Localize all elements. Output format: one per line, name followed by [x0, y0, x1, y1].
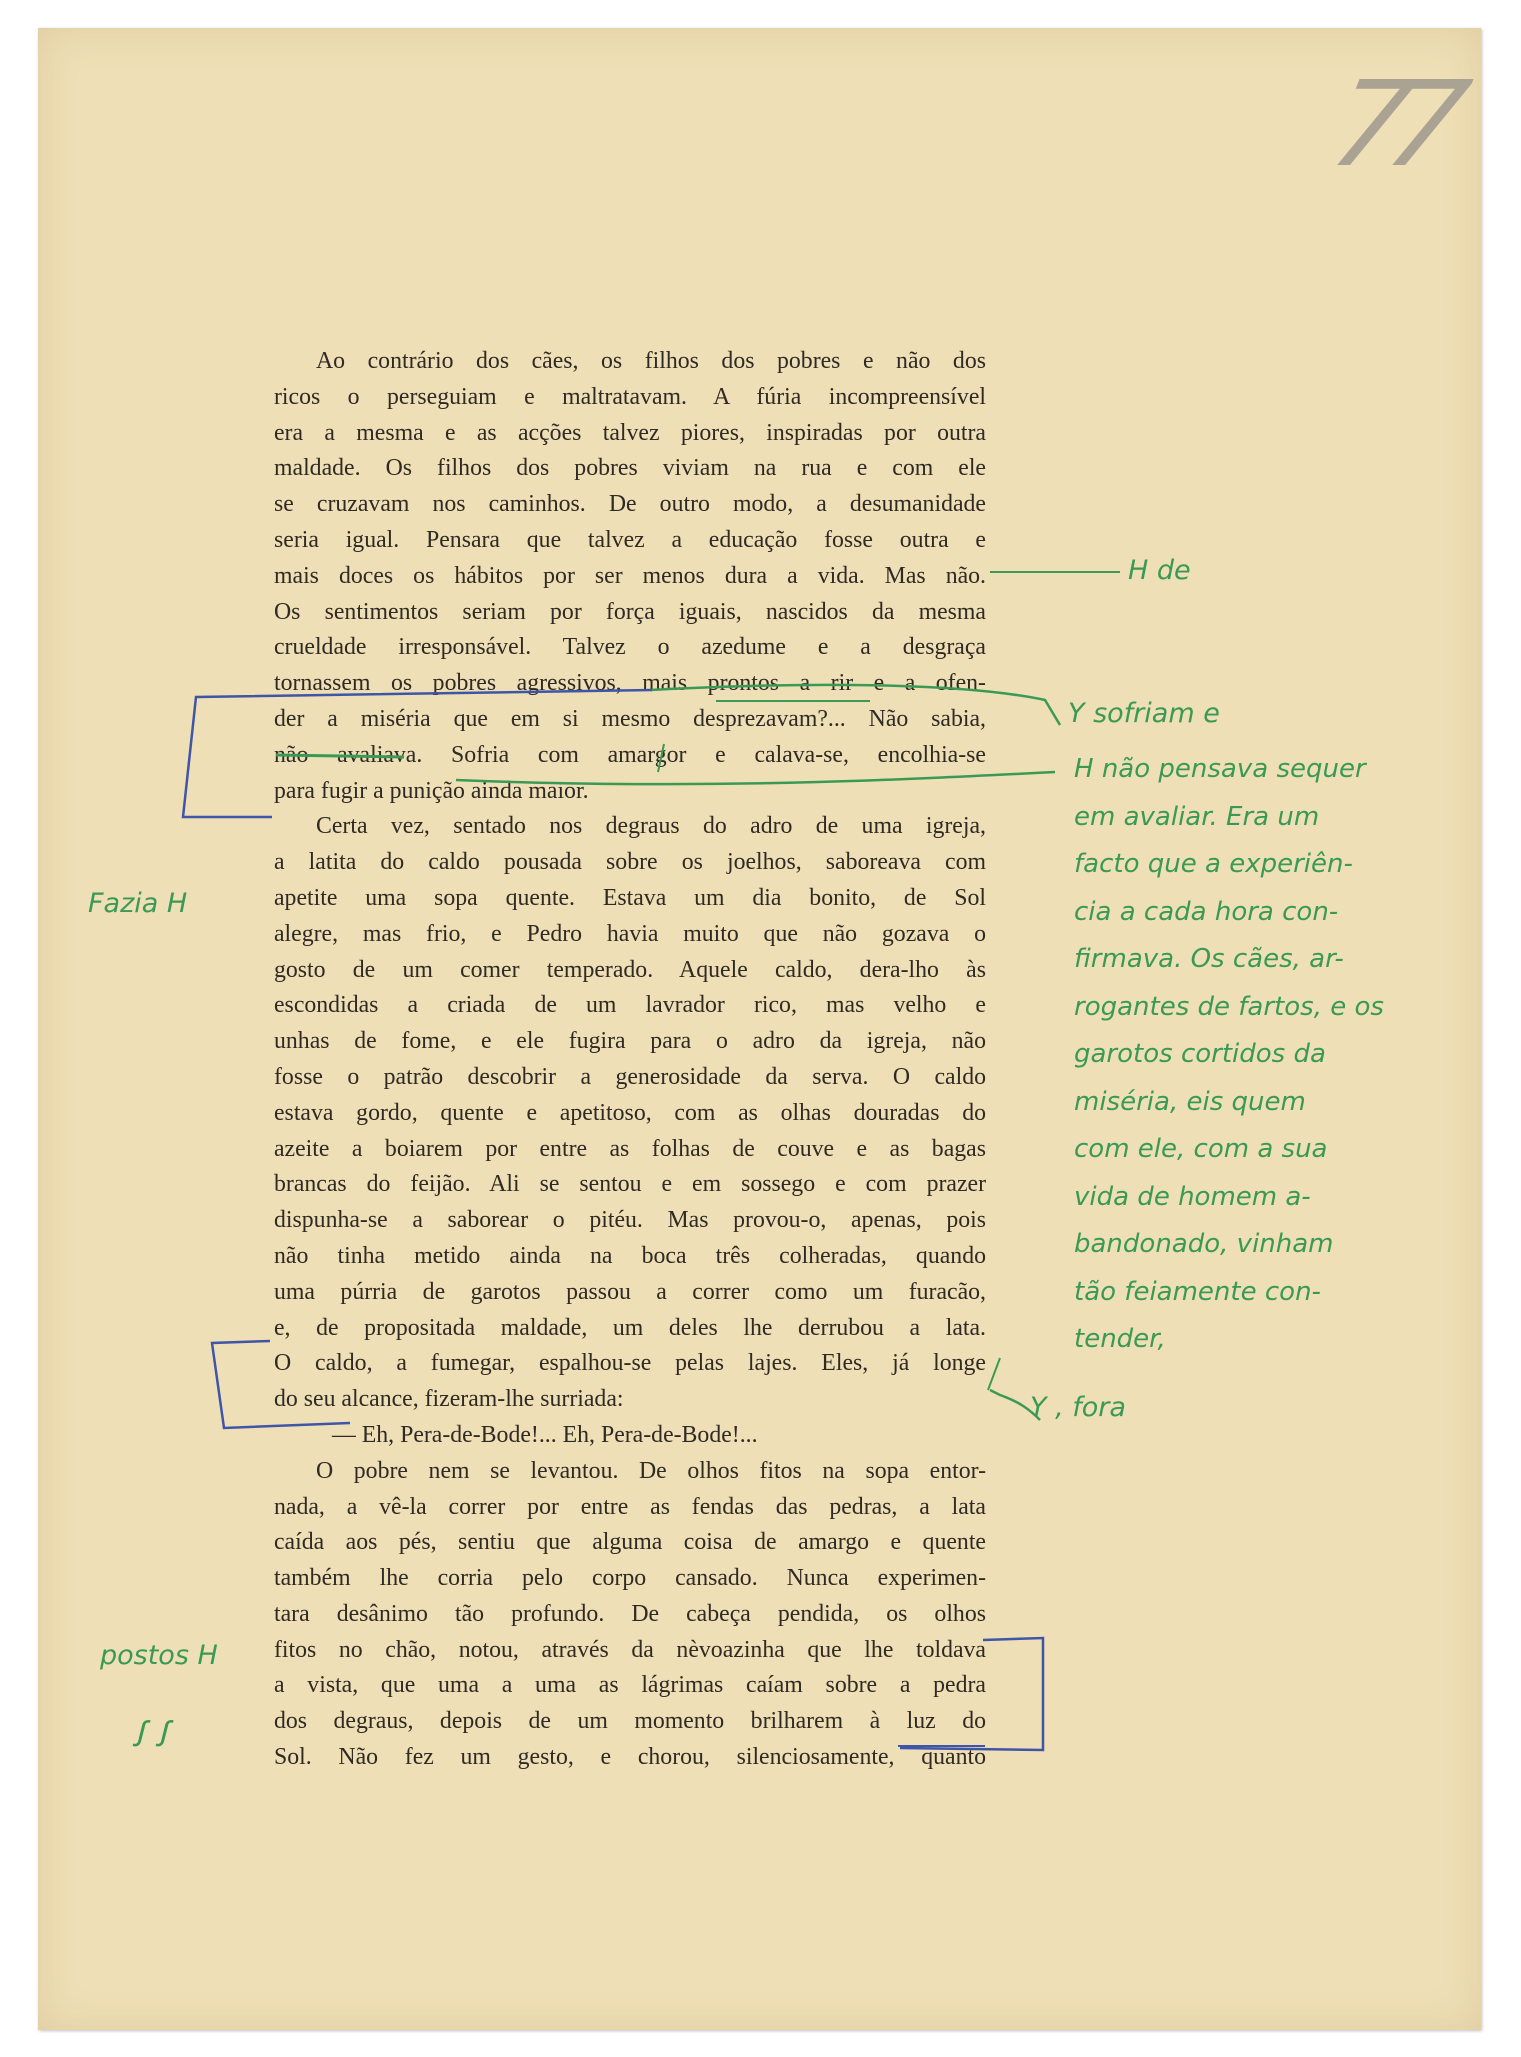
text-line: para fugir a punição ainda maior.: [274, 777, 589, 804]
text-line: alegre, mas frio, e Pedro havia muito que não gozava o: [274, 920, 986, 947]
text-line: e, de propositada maldade, um deles lhe derrubou a lata.: [274, 1314, 986, 1341]
text-line: — Eh, Pera-de-Bode!... Eh, Pera-de-Bode!...: [332, 1421, 758, 1448]
text-line: não avaliava. Sofria com amargor e calava-se, encolhia-se: [274, 741, 986, 768]
text-line: ricos o perseguiam e maltratavam. A fúria incompreensível: [274, 383, 986, 410]
text-line: se cruzavam nos caminhos. De outro modo, a desumanidade: [274, 491, 986, 518]
margin-line: H não pensava sequer: [1074, 754, 1366, 784]
text-line: fosse o patrão descobrir a generosidade da serva. O caldo: [274, 1063, 986, 1090]
margin-line: tão feiamente con-: [1074, 1276, 1321, 1307]
text-line: der a miséria que em si mesmo desprezavam?... Não sabia,: [274, 705, 986, 732]
text-line: escondidas a criada de um lavrador rico, mas velho e: [274, 992, 986, 1019]
text-line: era a mesma e as acções talvez piores, inspiradas por outra: [274, 419, 986, 446]
annotation-fazia: Fazia H: [88, 888, 188, 919]
text-line: mais doces os hábitos por ser menos dura a vida. Mas não.: [274, 562, 986, 589]
slash-mark-longe: [988, 1358, 1000, 1390]
text-line: unhas de fome, e ele fugira para o adro da igreja, não: [274, 1028, 986, 1055]
margin-line: garotos cortidos da: [1074, 1039, 1326, 1069]
margin-line: vida de homem a-: [1074, 1181, 1311, 1212]
guide-line-sofriam: [650, 685, 1060, 725]
text-line: fitos no chão, notou, através da nèvoazinha que lhe toldava: [274, 1636, 986, 1663]
text-line: gosto de um comer temperado. Aquele caldo, dera-lho às: [274, 956, 986, 983]
blue-bracket-right: [900, 1638, 1043, 1750]
text-line: tara desânimo tão profundo. De cabeça pendida, os olhos: [274, 1600, 986, 1627]
text-line: tornassem os pobres agressivos, mais prontos a rir e a ofen-: [274, 670, 986, 697]
blue-bracket-top: [183, 690, 652, 817]
text-line: Os sentimentos seriam por força iguais, nascidos da mesma: [274, 598, 986, 625]
blue-bracket-lower: [212, 1341, 350, 1428]
strike-nao-avaliava: [276, 755, 404, 757]
text-line: Ao contrário dos cães, os filhos dos pobres e não dos: [316, 348, 986, 374]
margin-line: firmava. Os cães, ar-: [1074, 944, 1344, 974]
text-line: azeite a boiarem por entre as folhas de couve e as bagas: [274, 1135, 986, 1162]
text-line: uma púrria de garotos passou a correr como um furacão,: [274, 1278, 986, 1305]
margin-line: em avaliar. Era um: [1074, 801, 1320, 832]
text-line: do seu alcance, fizeram-lhe surriada:: [274, 1386, 624, 1413]
text-line: também lhe corria pelo corpo cansado. Nunca experimen-: [274, 1565, 986, 1592]
margin-line: com ele, com a sua: [1074, 1134, 1328, 1164]
text-line: Sol. Não fez um gesto, e chorou, silenciosamente, quanto: [274, 1744, 986, 1771]
slash-mark: [658, 744, 664, 772]
text-line: dispunha-se a saborear o pitéu. Mas provou-o, apenas, pois: [274, 1207, 986, 1234]
margin-line: bandonado, vinham: [1074, 1229, 1334, 1259]
text-line: seria igual. Pensara que talvez a educação fosse outra e: [274, 526, 986, 553]
margin-line: cia a cada hora con-: [1074, 896, 1339, 927]
guide-line-nao-pensava: [456, 772, 1055, 784]
margin-line: tender,: [1074, 1324, 1166, 1354]
annotation-transpose-marks: ꭍ ꭍ: [132, 1715, 168, 1755]
text-line: a vista, que uma a uma as lágrimas caíam sobre a pedra: [274, 1672, 986, 1699]
annotation-fora: Y , fora: [1030, 1392, 1126, 1423]
text-line: não tinha metido ainda na boca três colheradas, quando: [274, 1242, 986, 1269]
text-line: dos degraus, depois de um momento brilharem à luz do: [274, 1708, 986, 1735]
margin-line: rogantes de fartos, e os: [1074, 991, 1384, 1022]
annotation-sofriam: Y sofriam e: [1068, 698, 1220, 729]
text-line: nada, a vê-la correr por entre as fendas das pedras, a lata: [274, 1493, 986, 1520]
annotation-h-de: H de: [1128, 555, 1191, 586]
margin-line: miséria, eis quem: [1074, 1086, 1306, 1117]
annotation-postos: postos H: [100, 1640, 218, 1671]
guide-line-fora: [990, 1390, 1040, 1420]
text-line: a latita do caldo pousada sobre os joelhos, saboreava com: [274, 849, 986, 876]
text-line: Certa vez, sentado nos degraus do adro de uma igreja,: [316, 813, 986, 840]
text-line: O pobre nem se levantou. De olhos fitos na sopa entor-: [316, 1457, 986, 1484]
text-line: crueldade irresponsável. Talvez o azedume e a desgraça: [274, 634, 986, 661]
text-line: O caldo, a fumegar, espalhou-se pelas lajes. Eles, já longe: [274, 1350, 986, 1377]
text-line: maldade. Os filhos dos pobres viviam na rua e com ele: [274, 455, 986, 482]
text-line: apetite uma sopa quente. Estava um dia bonito, de Sol: [274, 884, 986, 911]
margin-line: facto que a experiên-: [1074, 849, 1353, 879]
text-line: estava gordo, quente e apetitoso, com as olhas douradas do: [274, 1099, 986, 1126]
text-line: brancas do feijão. Ali se sentou e em sossego e com prazer: [274, 1171, 986, 1198]
text-line: caída aos pés, sentiu que alguma coisa de amargo e quente: [274, 1529, 986, 1556]
page-number: 77: [1320, 55, 1460, 193]
